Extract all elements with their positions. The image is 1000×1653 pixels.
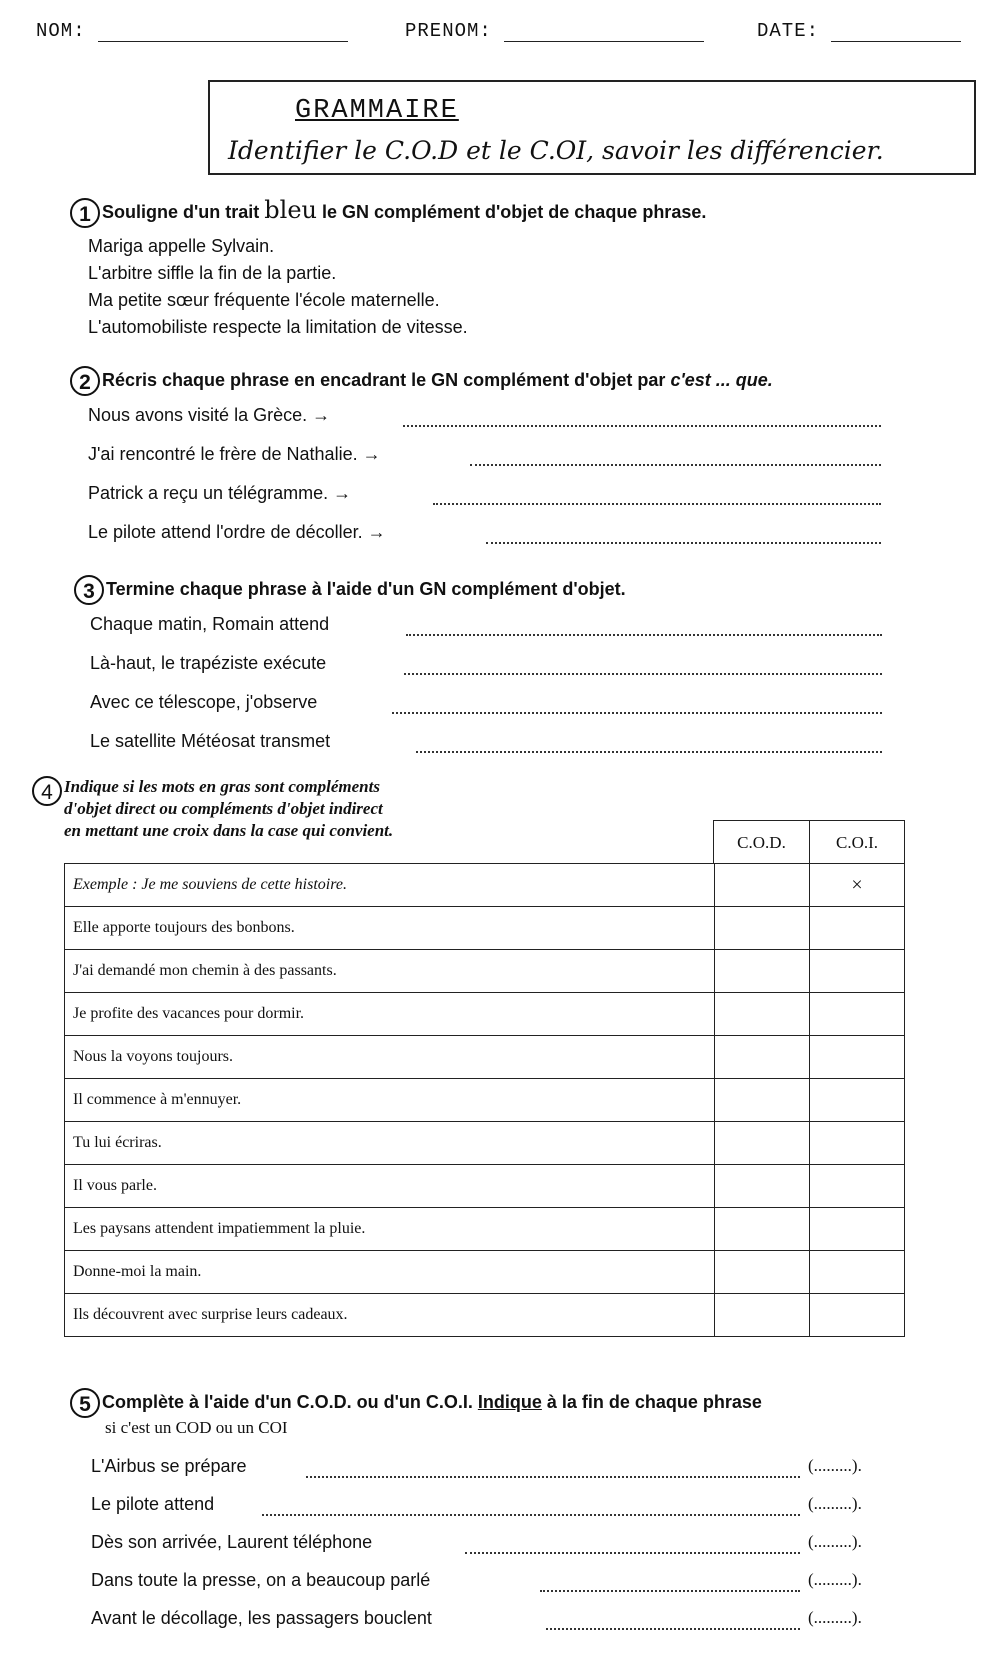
ex5-answer-line[interactable]	[465, 1552, 800, 1554]
cod-cell[interactable]	[715, 950, 810, 993]
coi-cell[interactable]	[810, 993, 905, 1036]
cod-cell[interactable]	[715, 1079, 810, 1122]
table-row	[65, 864, 905, 907]
row-sentence: Tu lui écriras.	[65, 1122, 715, 1165]
ex5-type-blank[interactable]: (.........).	[808, 1456, 862, 1475]
ex5-answer-line[interactable]	[540, 1590, 800, 1592]
row-sentence: Il vous parle.	[65, 1165, 715, 1208]
ex3-sentence: Chaque matin, Romain attend	[90, 614, 330, 634]
prenom-label-group	[405, 20, 704, 42]
nom-label-group	[36, 20, 348, 42]
table-row	[65, 1165, 905, 1208]
cod-cell[interactable]	[715, 907, 810, 950]
col-coi-header: C.O.I.	[809, 820, 905, 864]
ex3-sentence: Avec ce télescope, j'observe	[90, 692, 318, 712]
row-sentence: J'ai demandé mon chemin à des passants.	[65, 950, 715, 993]
ex1-sentence[interactable]: L'automobiliste respecte la limitation de vitesse.	[88, 317, 468, 337]
ex5-answer-line[interactable]	[546, 1628, 800, 1630]
table-row	[65, 1251, 905, 1294]
row-sentence: Les paysans attendent impatiemment la pluie.	[65, 1208, 715, 1251]
row-sentence: Exemple : Je me souviens de cette histoire.	[65, 864, 715, 907]
ex1-sentence[interactable]: L'arbitre siffle la fin de la partie.	[88, 263, 337, 283]
coi-cell[interactable]	[810, 1122, 905, 1165]
ex5-sentence: L'Airbus se prépare	[91, 1456, 247, 1476]
row-sentence: Je profite des vacances pour dormir.	[65, 993, 715, 1036]
ex2-number: 2	[70, 366, 100, 396]
ex3-instruction: 3 Termine chaque phrase à l'aide d'un GN complément d'objet.	[74, 575, 626, 605]
cod-cell[interactable]	[715, 1122, 810, 1165]
coi-cell[interactable]	[810, 1208, 905, 1251]
table-row	[65, 1294, 905, 1337]
cod-coi-table	[64, 863, 905, 1337]
cod-cell[interactable]	[715, 993, 810, 1036]
coi-cell[interactable]	[810, 1251, 905, 1294]
ex1-number: 1	[70, 198, 100, 228]
ex3-sentence: Là-haut, le trapéziste exécute	[90, 653, 327, 673]
ex5-instruction-line2: si c'est un COD ou un COI	[105, 1418, 288, 1437]
nom-label: NOM:	[36, 20, 86, 42]
ex3-answer-line[interactable]	[416, 751, 882, 753]
ex5-answer-line[interactable]	[262, 1514, 800, 1516]
ex5-instruction: 5 Complète à l'aide d'un C.O.D. ou d'un C.O.I. Indique à la fin de chaque phrase	[70, 1388, 762, 1418]
cod-cell[interactable]	[715, 864, 810, 907]
ex3-answer-line[interactable]	[406, 634, 882, 636]
cod-cell[interactable]	[715, 1294, 810, 1337]
date-label-group	[757, 20, 961, 42]
ex2-sentence: Nous avons visité la Grèce. →	[88, 405, 331, 425]
ex2-answer-line[interactable]	[470, 464, 881, 466]
cod-cell[interactable]	[715, 1208, 810, 1251]
row-sentence: Elle apporte toujours des bonbons.	[65, 907, 715, 950]
col-cod-header: C.O.D.	[713, 820, 810, 864]
ex2-sentence: J'ai rencontré le frère de Nathalie. →	[88, 444, 381, 464]
table-row	[65, 950, 905, 993]
ex5-type-blank[interactable]: (.........).	[808, 1494, 862, 1513]
ex5-sentence: Dans toute la presse, on a beaucoup parlé	[91, 1570, 431, 1590]
prenom-field[interactable]	[504, 23, 704, 42]
nom-field[interactable]	[98, 23, 348, 42]
coi-cell[interactable]	[810, 907, 905, 950]
row-sentence: Il commence à m'ennuyer.	[65, 1079, 715, 1122]
table-row	[65, 1079, 905, 1122]
ex5-type-blank[interactable]: (.........).	[808, 1608, 862, 1627]
title-main: GRAMMAIRE	[295, 96, 459, 126]
cod-cell[interactable]	[715, 1251, 810, 1294]
table-row	[65, 1122, 905, 1165]
coi-cell[interactable]	[810, 1079, 905, 1122]
ex3-number: 3	[74, 575, 104, 605]
title-box	[208, 80, 976, 175]
ex5-type-blank[interactable]: (.........).	[808, 1570, 862, 1589]
ex3-answer-line[interactable]	[404, 673, 882, 675]
coi-cell[interactable]: ×	[810, 864, 905, 907]
ex5-answer-line[interactable]	[306, 1476, 800, 1478]
ex5-sentence: Dès son arrivée, Laurent téléphone	[91, 1532, 373, 1552]
ex2-answer-line[interactable]	[486, 542, 881, 544]
ex2-answer-line[interactable]	[433, 503, 881, 505]
row-sentence: Donne-moi la main.	[65, 1251, 715, 1294]
ex3-answer-line[interactable]	[392, 712, 882, 714]
coi-cell[interactable]	[810, 1165, 905, 1208]
ex3-sentence: Le satellite Météosat transmet	[90, 731, 331, 751]
prenom-label: PRENOM:	[405, 20, 492, 42]
table-row	[65, 907, 905, 950]
date-label: DATE:	[757, 20, 820, 42]
ex1-sentence[interactable]: Ma petite sœur fréquente l'école maternelle.	[88, 290, 440, 310]
ex1-sentence[interactable]: Mariga appelle Sylvain.	[88, 236, 275, 256]
ex4-number: 4	[32, 776, 62, 806]
ex5-number: 5	[70, 1388, 100, 1418]
ex5-sentence: Avant le décollage, les passagers bouclent	[91, 1608, 432, 1628]
ex2-sentence: Le pilote attend l'ordre de décoller. →	[88, 522, 386, 542]
title-subtitle: Identifier le C.O.D et le C.OI, savoir les différencier.	[228, 136, 884, 165]
cod-cell[interactable]	[715, 1036, 810, 1079]
ex2-answer-line[interactable]	[403, 425, 881, 427]
row-sentence: Nous la voyons toujours.	[65, 1036, 715, 1079]
row-sentence: Ils découvrent avec surprise leurs cadeaux.	[65, 1294, 715, 1337]
ex5-type-blank[interactable]: (.........).	[808, 1532, 862, 1551]
coi-cell[interactable]	[810, 1294, 905, 1337]
ex2-sentence: Patrick a reçu un télégramme. →	[88, 483, 352, 503]
ex1-instruction: 1 Souligne d'un trait bleu le GN complément d'objet de chaque phrase.	[70, 196, 706, 228]
coi-cell[interactable]	[810, 950, 905, 993]
date-field[interactable]	[831, 23, 961, 42]
cod-cell[interactable]	[715, 1165, 810, 1208]
table-row	[65, 1208, 905, 1251]
table-row	[65, 993, 905, 1036]
table-row	[65, 1036, 905, 1079]
ex5-sentence: Le pilote attend	[91, 1494, 215, 1514]
coi-cell[interactable]	[810, 1036, 905, 1079]
ex2-instruction: 2 Récris chaque phrase en encadrant le GN complément d'objet par c'est ... que.	[70, 366, 773, 396]
